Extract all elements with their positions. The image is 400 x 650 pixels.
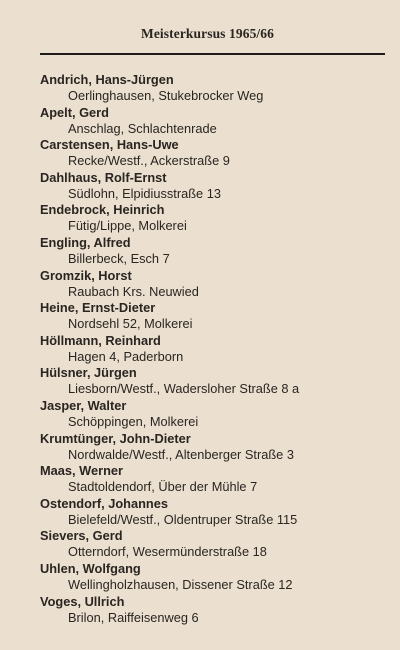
participant-address: Stadtoldendorf, Über der Mühle 7 (68, 479, 258, 495)
participant-name: Endebrock, Heinrich (40, 202, 165, 218)
participant-address: Oerlinghausen, Stukebrocker Weg (68, 88, 264, 103)
list-item (40, 301, 390, 334)
page-heading: Meisterkursus 1965/66 (141, 26, 274, 41)
list-item (40, 171, 390, 204)
participant-name: Carstensen, Hans-Uwe (40, 137, 179, 153)
list-item (40, 562, 390, 595)
participant-address: Nordsehl 52, Molkerei (68, 316, 193, 332)
participant-name: Apelt, Gerd (40, 104, 109, 120)
participant-name: Maas, Werner (40, 463, 123, 479)
participant-name: Engling, Alfred (40, 234, 131, 250)
participant-address: Südlohn, Elpidiusstraße 13 (68, 185, 221, 201)
list-item (40, 497, 390, 530)
list-item (40, 73, 390, 106)
list-item (40, 464, 390, 497)
participant-name: Jasper, Walter (40, 397, 127, 413)
list-item (40, 399, 390, 432)
participant-name: Gromzik, Horst (40, 267, 132, 283)
participant-name: Sievers, Gerd (40, 528, 123, 544)
list-item (40, 432, 390, 465)
list-item (40, 138, 390, 171)
participant-address: Recke/Westf., Ackerstraße 9 (68, 153, 230, 169)
list-item (40, 334, 390, 367)
participant-name: Dahlhaus, Rolf-Ernst (40, 169, 167, 185)
participant-address: Billerbeck, Esch 7 (68, 250, 170, 266)
list-item (40, 203, 390, 236)
participant-address: Schöppingen, Molkerei (68, 413, 199, 429)
participant-name: Krumtünger, John-Dieter (40, 430, 191, 446)
participant-address: Hagen 4, Paderborn (68, 348, 184, 364)
list-item (40, 106, 390, 139)
participant-name: Uhlen, Wolfgang (40, 560, 141, 576)
participant-address: Liesborn/Westf., Wadersloher Straße 8 a (68, 381, 300, 397)
participant-name: Höllmann, Reinhard (40, 332, 161, 348)
participant-name: Ostendorf, Johannes (40, 495, 168, 511)
participant-address: Fütig/Lippe, Molkerei (68, 218, 187, 234)
participant-address: Wellingholzhausen, Dissener Straße 12 (68, 576, 293, 592)
participant-address: Raubach Krs. Neuwied (68, 283, 199, 299)
participant-name: Heine, Ernst-Dieter (40, 300, 156, 316)
list-item (40, 595, 390, 628)
list-item (40, 529, 390, 562)
participant-name: Andrich, Hans-Jürgen (40, 72, 174, 87)
heading-rule (40, 53, 385, 55)
list-item (40, 269, 390, 302)
participant-address: Brilon, Raiffeisenweg 6 (68, 609, 199, 625)
participant-list (40, 73, 390, 627)
participant-name: Hülsner, Jürgen (40, 365, 137, 381)
list-item (40, 366, 390, 399)
participant-name: Voges, Ullrich (40, 593, 125, 609)
participant-address: Otterndorf, Wesermünderstraße 18 (68, 544, 267, 560)
participant-address: Nordwalde/Westf., Altenberger Straße 3 (68, 446, 294, 462)
participant-address: Bielefeld/Westf., Oldentruper Straße 115 (68, 511, 298, 527)
participant-address: Anschlag, Schlachtenrade (68, 120, 217, 136)
list-item (40, 236, 390, 269)
